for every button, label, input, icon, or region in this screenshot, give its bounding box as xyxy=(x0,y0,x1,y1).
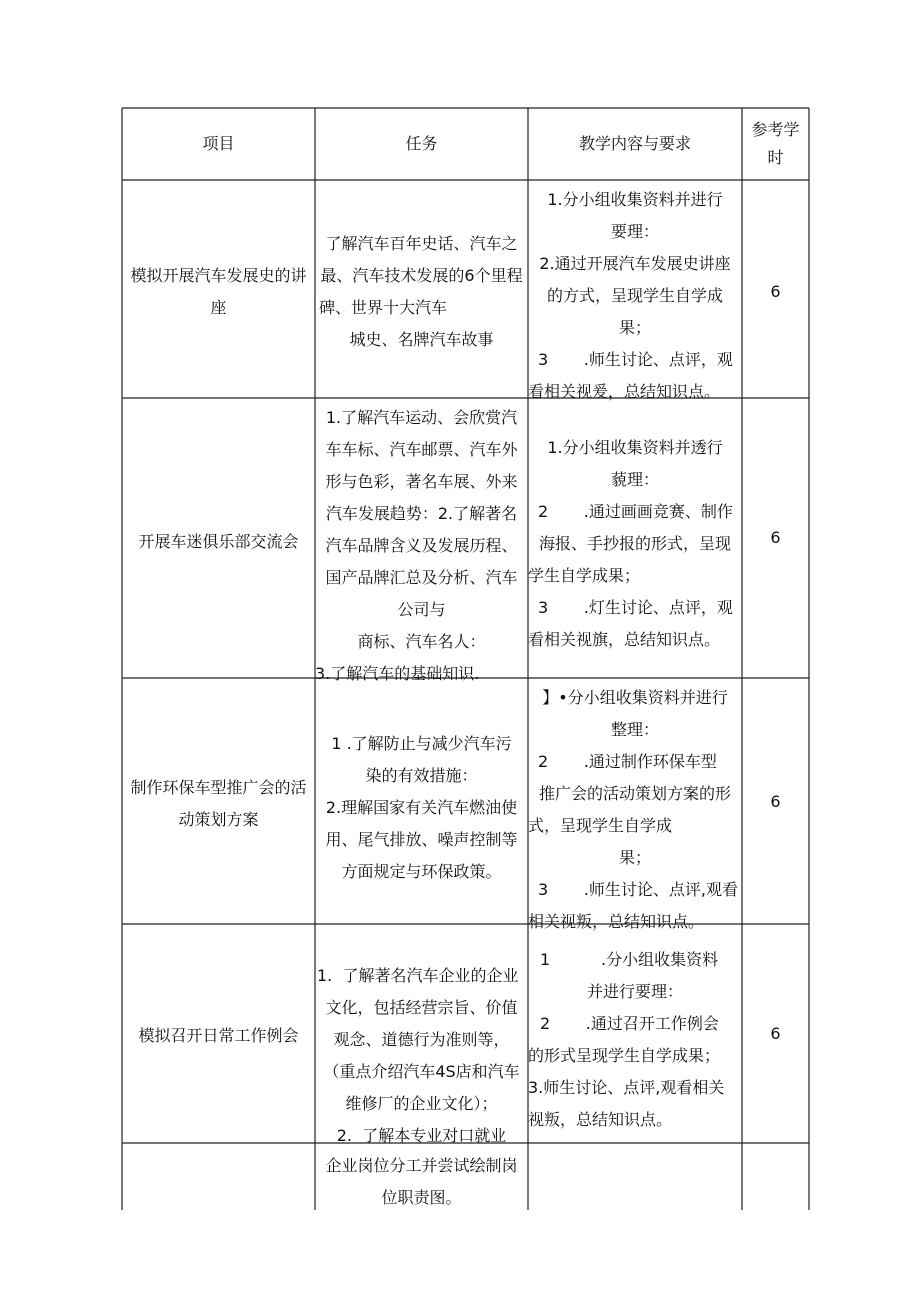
row3-task-line: 用、尾气排放、噪声控制等 xyxy=(325,830,518,849)
row4-hours-value: 6 xyxy=(770,1024,781,1043)
header-task-label: 任务 xyxy=(405,134,438,153)
header-project xyxy=(122,128,315,160)
row4-task-line: 观念、道德行为准则等， xyxy=(333,1030,510,1049)
row4-task xyxy=(315,960,528,1152)
row1-content-line: 果； xyxy=(618,318,651,337)
row3-content-line: 2 .通过制作环保车型 xyxy=(538,752,717,771)
row5-task-line: 企业岗位分工并尝试绘制岗 xyxy=(325,1156,518,1175)
row2-content-line: 3 .灯生讨论、点评，观 xyxy=(538,598,733,617)
row2-content-line: 1.分小组收集资料并透行 xyxy=(547,438,723,457)
row2-content-line: 学生自学成果； xyxy=(528,566,641,585)
row3-project-line: 制作环保车型推广会的活 xyxy=(130,778,307,797)
row2-task xyxy=(315,402,528,690)
row4-content xyxy=(528,944,742,1136)
header-hours xyxy=(742,116,809,172)
row3-content xyxy=(528,682,742,938)
row1-task xyxy=(315,228,528,356)
row1-project-line: 模拟开展汽车发展史的讲 xyxy=(130,266,307,285)
row2-project xyxy=(122,526,315,558)
row4-project-line: 模拟召开日常工作例会 xyxy=(138,1026,299,1045)
row2-task-line: 形与色彩，著名车展、外来 xyxy=(325,472,518,491)
row4-content-line: 的形式呈现学生自学成果； xyxy=(528,1046,721,1065)
row3-task xyxy=(315,728,528,888)
row1-content-line: 要理： xyxy=(610,222,659,241)
row5-task xyxy=(315,1150,528,1214)
row3-project-line: 动策划方案 xyxy=(178,810,259,829)
row3-content-line: 式，呈现学生自学成 xyxy=(528,816,673,835)
row2-task-line: 国产品牌汇总及分析、汽车 xyxy=(325,568,518,587)
row1-hours xyxy=(742,276,809,308)
row4-hours xyxy=(742,1018,809,1050)
header-hours-line1: 参考学 xyxy=(751,120,800,139)
row2-task-line: 公司与 xyxy=(397,600,446,619)
row1-content-line: 1.分小组收集资料并进行 xyxy=(547,190,723,209)
row5-task-line: 位职责图。 xyxy=(381,1188,462,1207)
row2-task-line: 车车标、汽车邮票、汽车外 xyxy=(325,440,518,459)
row2-content-line: 海报、手抄报的形式，呈现 xyxy=(538,534,731,553)
row1-task-line: 了解汽车百年史话、汽车之 xyxy=(325,234,518,253)
row2-content xyxy=(528,432,742,656)
row2-content-line: 2 .通过画画竞赛、制作 xyxy=(538,502,733,521)
row4-task-line: 1. 了解著名汽车企业的企业 xyxy=(317,966,519,985)
header-content xyxy=(528,128,742,160)
row3-content-line: 3 .师生讨论、点评,观看 xyxy=(538,880,738,899)
row2-content-line: 看相关视旗，总结知识点。 xyxy=(528,630,721,649)
row1-content xyxy=(528,184,742,408)
row3-task-line: 方面规定与环保政策。 xyxy=(341,862,502,881)
row2-task-line: 1.了解汽车运动、会欣赏汽 xyxy=(325,408,518,427)
row4-content-line: 2 .通过召开工作例会 xyxy=(540,1014,719,1033)
row3-task-line: 染的有效措施： xyxy=(365,766,478,785)
row3-content-line: 推广会的活动策划方案的形 xyxy=(538,784,731,803)
row2-task-line: 商标、汽车名人： xyxy=(357,632,486,651)
row3-task-line: 2.理解国家有关汽车燃油使 xyxy=(325,798,518,817)
row3-content-line: 果； xyxy=(618,848,651,867)
header-task xyxy=(315,128,528,160)
row3-project xyxy=(122,772,315,836)
row4-content-line: 视叛，总结知识点。 xyxy=(528,1110,673,1129)
row1-project-line: 座 xyxy=(210,298,227,317)
row4-content-line: 1 .分小组收集资料 xyxy=(540,950,719,969)
row3-content-line: 相关视叛，总结知识点。 xyxy=(528,912,705,931)
row1-content-line: 的方式，呈现学生自学成 xyxy=(546,286,723,305)
row2-content-line: 藐理： xyxy=(610,470,659,489)
row4-content-line: 并进行要理： xyxy=(586,982,683,1001)
row2-task-line: 3.了解汽车的基础知识. xyxy=(315,664,480,683)
row1-task-line: 碑、世界十大汽车 xyxy=(319,298,448,317)
row4-task-line: 文化，包括经营宗旨、价值 xyxy=(325,998,518,1017)
row4-task-line: （重点介绍汽车4S店和汽车 xyxy=(323,1062,520,1081)
row1-task-line: 城史、名牌汽车故事 xyxy=(349,330,494,349)
row4-task-line: 2. 了解本专业对口就业 xyxy=(336,1126,507,1145)
row3-task-line: 1 .了解防止与减少汽车污 xyxy=(331,734,512,753)
row3-content-line: 】•分小组收集资料并进行 xyxy=(542,688,728,707)
row4-project xyxy=(122,1020,315,1052)
row2-hours xyxy=(742,522,809,554)
row3-content-line: 整理： xyxy=(610,720,659,739)
row1-hours-value: 6 xyxy=(770,282,781,301)
row1-content-line: 2.通过开展汽车发展史讲座 xyxy=(539,254,731,273)
header-content-label: 教学内容与要求 xyxy=(578,134,691,153)
row2-project-line: 开展车迷俱乐部交流会 xyxy=(138,532,299,551)
row2-task-line: 汽车品牌含义及发展历程、 xyxy=(325,536,518,555)
row1-task-line: 最、汽车技术发展的6个里程 xyxy=(320,266,523,285)
row3-hours-value: 6 xyxy=(770,792,781,811)
header-project-label: 项目 xyxy=(202,134,235,153)
row2-task-line: 汽车发展趋势：2.了解著名 xyxy=(325,504,518,523)
row1-content-line: 3 .师生讨论、点评，观 xyxy=(538,350,733,369)
header-hours-line2: 时 xyxy=(767,148,784,167)
row3-hours xyxy=(742,786,809,818)
row1-project xyxy=(122,260,315,324)
row4-content-line: 3.师生讨论、点评,观看相关 xyxy=(528,1078,725,1097)
row4-task-line: 维修厂的企业文化）； xyxy=(345,1094,498,1113)
row2-hours-value: 6 xyxy=(770,528,781,547)
row1-content-line: 看相关视爰，总结知识点。 xyxy=(528,382,721,401)
